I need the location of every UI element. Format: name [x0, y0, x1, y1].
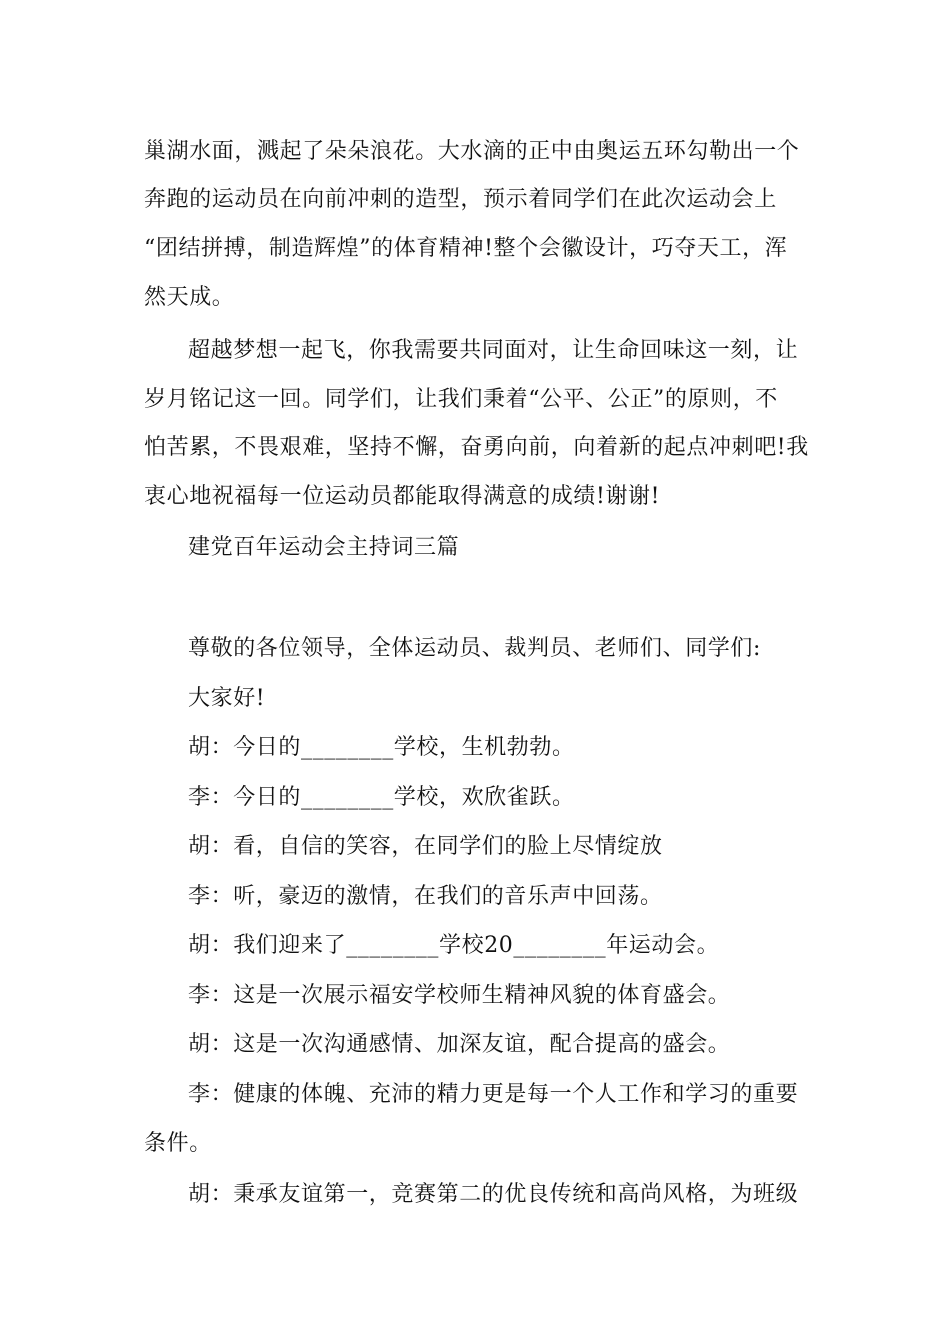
paragraph-line-1: 巢湖水面，溅起了朵朵浪花。大水滴的正中由奥运五环勾勒出一个 — [144, 139, 800, 164]
dialogue-line-5: 胡：我们迎来了________学校20________年运动会。 — [188, 933, 720, 958]
dialogue-line-4: 李：听，豪迈的激情，在我们的音乐声中回荡。 — [188, 884, 663, 909]
section-heading: 建党百年运动会主持词三篇 — [188, 535, 460, 560]
dialogue-line-8-continued: 条件。 — [144, 1131, 212, 1156]
dialogue-line-3: 胡：看，自信的笑容，在同学们的脸上尽情绽放 — [188, 834, 663, 859]
greeting-line: 尊敬的各位领导，全体运动员、裁判员、老师们、同学们: — [188, 636, 762, 661]
paragraph-line-7: 怕苦累，不畏艰难，坚持不懈，奋勇向前，向着新的起点冲刺吧!我 — [144, 435, 809, 460]
dialogue-line-7: 胡：这是一次沟通感情、加深友谊，配合提高的盛会。 — [188, 1032, 731, 1057]
dialogue-line-6: 李：这是一次展示福安学校师生精神风貌的体育盛会。 — [188, 983, 731, 1008]
paragraph-line-6: 岁月铭记这一回。同学们，让我们秉着“公平、公正”的原则，不 — [144, 387, 778, 412]
dialogue-line-9: 胡：秉承友谊第一，竞赛第二的优良传统和高尚风格，为班级 — [188, 1182, 799, 1207]
paragraph-line-2: 奔跑的运动员在向前冲刺的造型，预示着同学们在此次运动会上 — [144, 187, 777, 212]
hello-line: 大家好! — [188, 686, 266, 711]
paragraph-line-5: 超越梦想一起飞，你我需要共同面对，让生命回味这一刻，让 — [188, 338, 799, 363]
paragraph-line-4: 然天成。 — [144, 285, 235, 310]
paragraph-line-8: 衷心地祝福每一位运动员都能取得满意的成绩!谢谢! — [144, 484, 661, 509]
paragraph-line-3: “团结拼搏，制造辉煌”的体育精神!整个会徽设计，巧夺天工，浑 — [144, 236, 788, 261]
dialogue-line-1: 胡：今日的________学校，生机勃勃。 — [188, 735, 575, 760]
dialogue-line-8: 李：健康的体魄、充沛的精力更是每一个人工作和学习的重要 — [188, 1082, 799, 1107]
dialogue-line-2: 李：今日的________学校，欢欣雀跃。 — [188, 785, 575, 810]
